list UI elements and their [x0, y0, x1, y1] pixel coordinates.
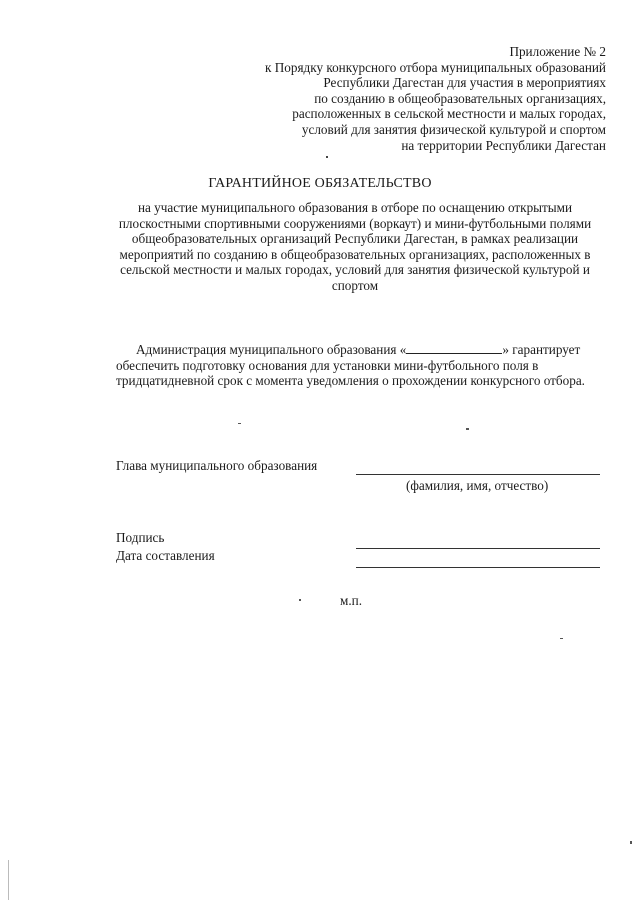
appendix-line: Приложение № 2: [509, 44, 606, 59]
paragraph-word: Администрация: [136, 342, 227, 357]
paragraph-word: подготовку: [182, 357, 246, 373]
appendix-line: расположенных в сельской местности и малых городах,: [292, 106, 606, 122]
paragraph-line-2: [116, 358, 604, 374]
scan-speck: [238, 423, 241, 424]
paragraph-word: поля: [502, 357, 529, 373]
paragraph-word: в: [532, 357, 539, 373]
paragraph-word: основания: [248, 357, 308, 373]
paragraph-line-3: тридцатидневной срок с момента уведомления о прохождении конкурсного отбора.: [116, 373, 585, 389]
scan-speck: [560, 638, 563, 639]
municipality-blank: [400, 342, 509, 357]
appendix-line: Республики Дагестан для участия в мероприятиях: [323, 75, 606, 91]
appendix-line: на территории Республики Дагестан: [401, 137, 606, 153]
appendix-line: к Порядку конкурсного отбора муниципальных образований: [265, 59, 606, 75]
scan-speck: [326, 156, 328, 158]
paragraph-word: муниципального: [229, 342, 324, 357]
date-label: Дата составления: [116, 548, 215, 563]
signature-label: Подпись: [116, 530, 165, 545]
scan-speck: [299, 599, 301, 601]
paragraph-word: гарантирует: [512, 342, 581, 357]
scan-speck: [630, 841, 632, 844]
appendix-line: по созданию в общеобразовательных организациях,: [314, 90, 606, 106]
scan-speck: [466, 428, 469, 430]
signature-line: [356, 548, 600, 549]
paragraph-word: для: [310, 357, 330, 373]
paragraph-word: установки: [333, 357, 391, 373]
document-subtitle: на участие муниципального образования в отборе по оснащению открытыми плоскостными спортивными сооружениями (воркаут) и мини-футбольными полями общеобразовательных организаций Республики Дагестан, в рамках реализации мероприятий по созданию в общеобразовательных организациях, расположенных в сельской местности и малых городах, условий для занятия физической культурой и спортом: [118, 200, 592, 293]
fio-caption: (фамилия, имя, отчество): [406, 478, 549, 493]
head-label: Глава муниципального образования: [116, 458, 318, 473]
stamp-place: м.п.: [340, 593, 362, 608]
paragraph-line-1: [116, 342, 604, 358]
appendix-header: [186, 44, 606, 153]
paragraph-word: обеспечить: [116, 357, 180, 373]
close-quote: »: [502, 342, 509, 357]
paragraph-word: образования: [326, 342, 397, 357]
open-quote: «: [399, 342, 407, 357]
paragraph-word: мини-футбольного: [393, 357, 500, 373]
appendix-line: условий для занятия физической культурой и спортом: [301, 121, 606, 137]
document-title: ГАРАНТИЙНОЕ ОБЯЗАТЕЛЬСТВО: [208, 176, 432, 191]
head-name-line: [356, 474, 600, 475]
blank-line: [406, 342, 502, 354]
date-line: [356, 567, 600, 568]
scan-edge-mark: [8, 860, 9, 900]
guarantee-paragraph: [116, 342, 604, 389]
